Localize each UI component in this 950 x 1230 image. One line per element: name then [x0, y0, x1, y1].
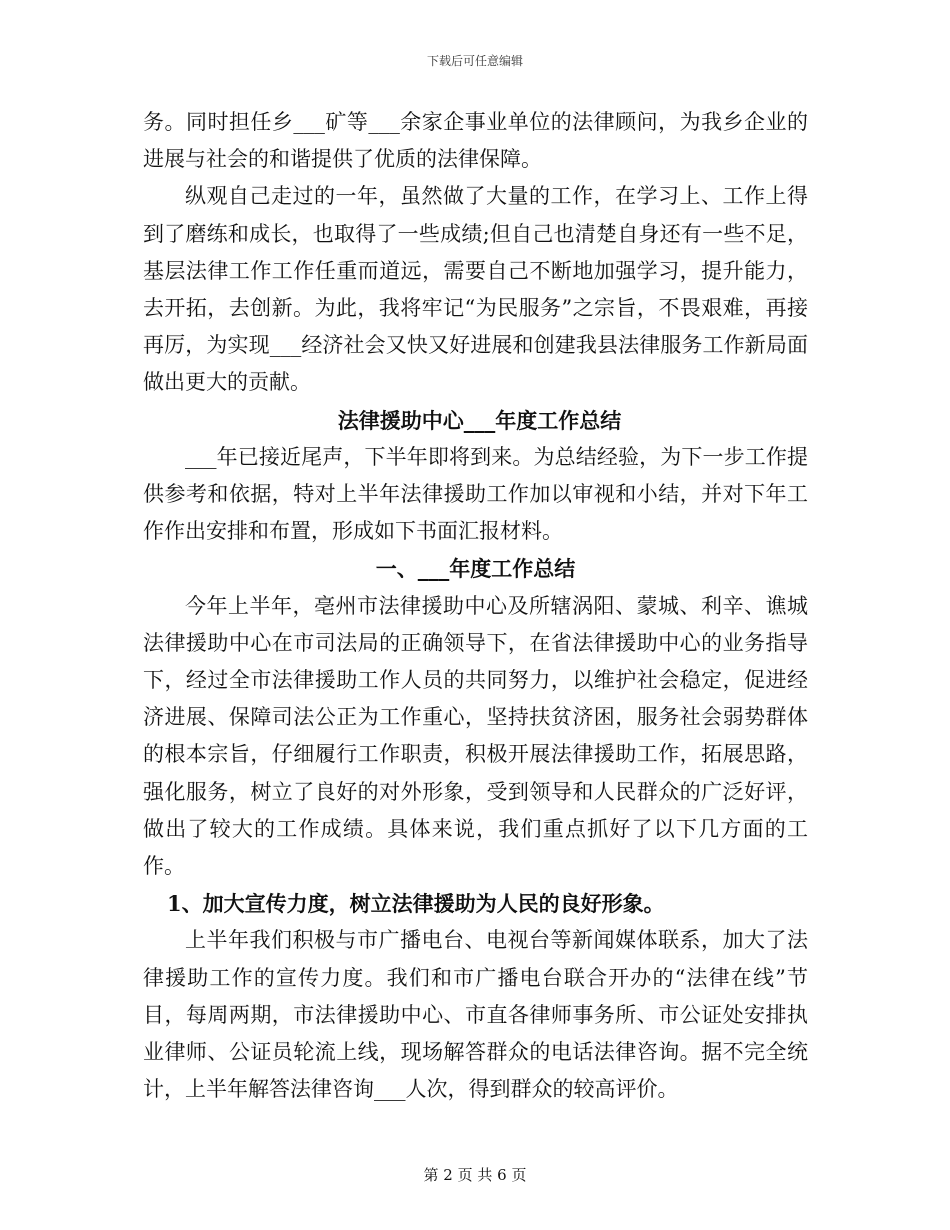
paragraph-continued: 务。同时担任乡___矿等___余家企事业单位的法律顾问，为我乡企业的进展与社会的和谐提供了优质的法律保障。	[143, 110, 808, 172]
paragraph-review: 纵观自己走过的一年，虽然做了大量的工作，在学习上、工作上得到了磨练和成长，也取得了一些成绩;但自己也清楚自身还有一些不足，基层法律工作工作任重而道远，需要自己不断地加强学习，提升能力，去开拓，去创新。为此，我将牢记“为民服务”之宗旨，不畏艰难，再接再厉，为实现___经济社会又快又好进展和创建我县法律服务工作新局面做出更大的贡献。	[143, 184, 808, 395]
paragraph-publicity: 上半年我们积极与市广播电台、电视台等新闻媒体联系，加大了法律援助工作的宣传力度。我们和市广播电台联合开办的“法律在线”节目，每周两期，市法律援助中心、市直各律师事务所、市公证处安排执业律师、公证员轮流上线，现场解答群众的电话法律咨询。据不完全统计，上半年解答法律咨询___人次，得到群众的较高评价。	[143, 928, 808, 1102]
paragraph-intro: ___年已接近尾声，下半年即将到来。为总结经验，为下一步工作提供参考和依据，特对上半年法律援助工作加以审视和小结，并对下年工作作出安排和布置，形成如下书面汇报材料。	[143, 444, 808, 544]
section-heading-1: 一、___年度工作总结	[375, 556, 576, 582]
section-title: 法律援助中心___年度工作总结	[337, 407, 622, 433]
subsection-heading-1: 1、加大宣传力度，树立法律援助为人民的良好形象。	[167, 891, 665, 917]
paragraph-summary: 今年上半年，亳州市法律援助中心及所辖涡阳、蒙城、利辛、谯城法律援助中心在市司法局的正确领导下，在省法律援助中心的业务指导下，经过全市法律援助工作人员的共同努力，以维护社会稳定，促进经济进展、保障司法公正为工作重心，坚持扶贫济困，服务社会弱势群体的根本宗旨，仔细履行工作职责，积极开展法律援助工作，拓展思路，强化服务，树立了良好的对外形象，受到领导和人民群众的广泛好评，做出了较大的工作成绩。具体来说，我们重点抓好了以下几方面的工作。	[143, 593, 808, 879]
page-footer: 第 2 页 共 6 页	[423, 1166, 527, 1184]
document-body	[143, 104, 808, 1108]
page-header: 下载后可任意编辑	[426, 54, 523, 68]
